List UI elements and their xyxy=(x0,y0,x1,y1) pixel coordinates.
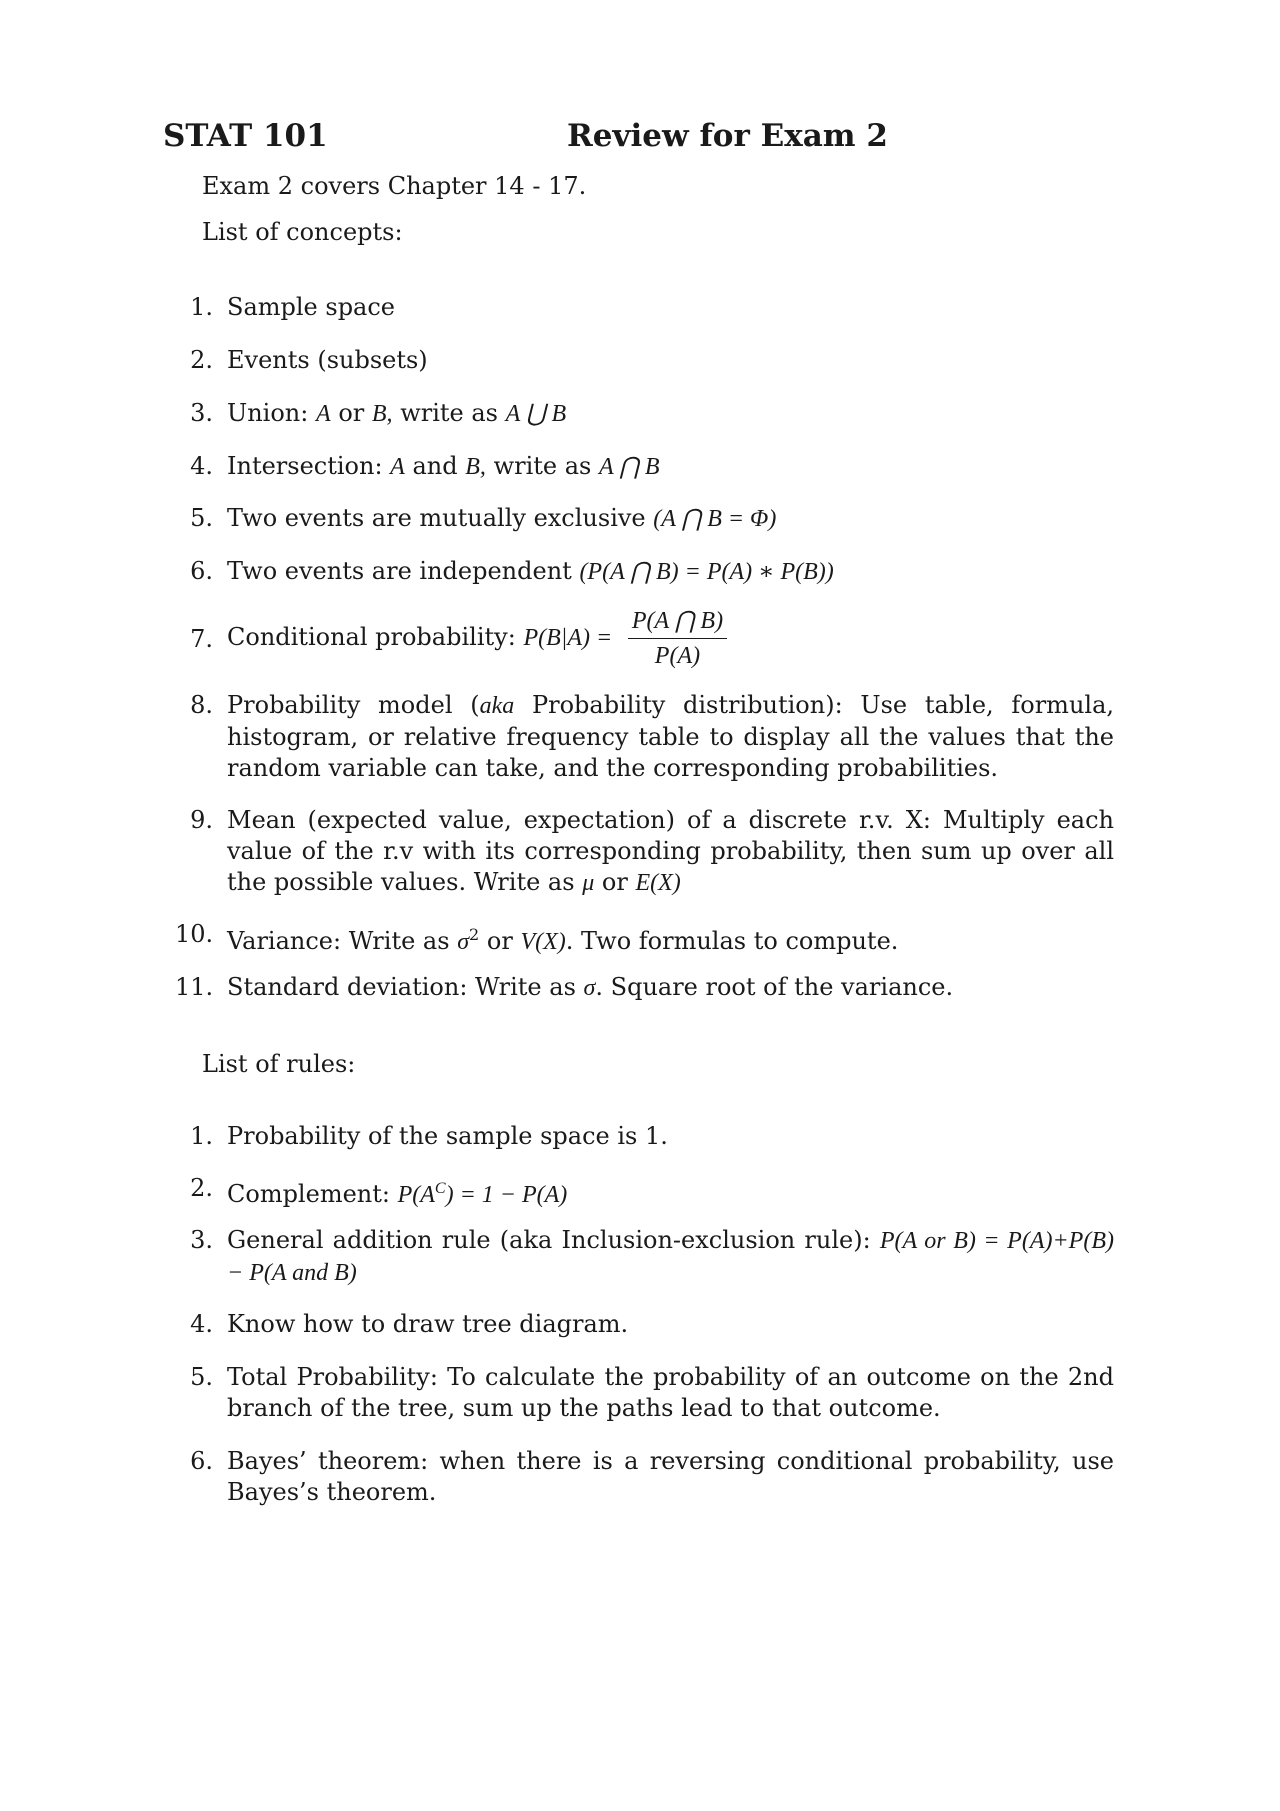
concepts-heading: List of concepts: xyxy=(202,218,403,246)
course-code: STAT 101 xyxy=(163,118,328,154)
intersection-expression: A ⋂ B xyxy=(599,454,660,480)
page-title: Review for Exam 2 xyxy=(567,118,888,154)
exam-coverage: Exam 2 covers Chapter 14 - 17. xyxy=(202,172,587,200)
union-expression: A ⋃ B xyxy=(505,401,567,427)
document-page: STAT 101 Review for Exam 2 Exam 2 covers Chapter 14 - 17. List of concepts: 1. Sample space 2. Events (subsets) 3. Union: A or B, write as A ⋃ B 4. Intersection: A and B, write as A ⋂ B 5. Two events are mutually exclusive (A ⋂ B = Φ) 6. Two events are independent (P(A ⋂ B) = P(A) ∗ P(B)) 7. Conditional probability: P(B|A) = $\frac{P(A ⋂ B)}{P(A)}$ 8. Probability model (aka Probability distribution): Use table, formula, histogram, or relative frequency table to display all the values that the random variable can take, and the corresponding probabilities. 9. Mean (expected value, expectation) of a discrete r.v. X: Multiply each value of the r.v with its corresponding probability, then sum up over all the possible values. Write as μ or E(X) 10. Variance: Write as $\sigma^2$ or V(X). Two formulas to compute. 11. Standard deviation: Write as σ. Square root of the variance. List of rules: 1. Probability of the sample space is 1. 2. Complement: $P(A^C) = 1 - P(A)$ 3. General addition rule (aka Inclusion-exclusion rule): P(A or B) = P(A)+P(B)− P(A and B) 4. Know how to draw tree diagram. 5. Total Probability: To calculate the probability of an outcome on the 2nd branch of the tree, sum up the paths lead to that outcome. 6. Bayes’ theorem: when there is a reversing conditional probability, use Bayes’s theorem. xyxy=(163,118,1115,1506)
rules-heading: List of rules: xyxy=(202,1050,356,1078)
conditional-probability-fraction: $\frac{P(A ⋂ B)}{P(A)}$ xyxy=(628,606,727,671)
